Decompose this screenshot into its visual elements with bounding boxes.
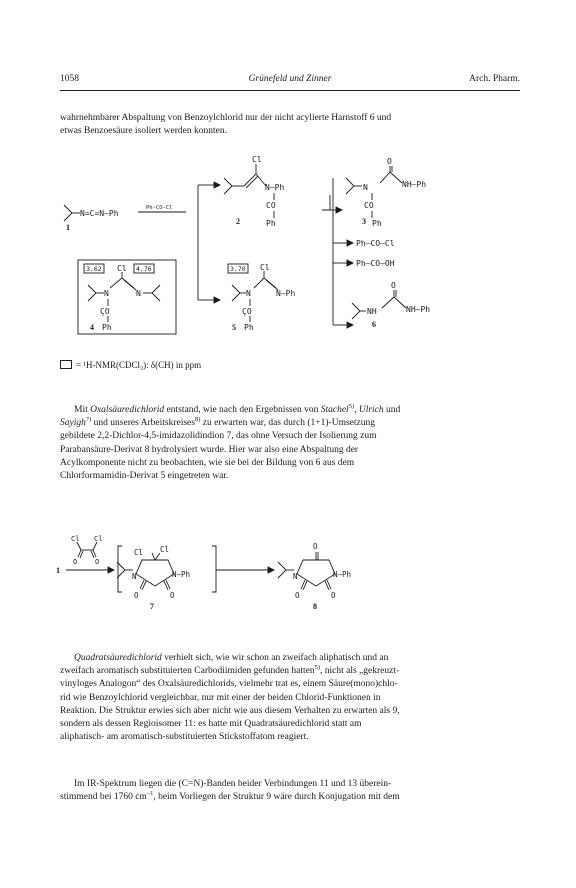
isopropyl-bond <box>224 178 232 194</box>
svg-text:O: O <box>387 157 392 166</box>
isopropyl-bond <box>64 205 72 221</box>
text-line: gebildete 2,2-Dichlor-4,5-imidazolidindion 7, das ohne Versuch der Isolierung zum <box>60 431 377 442</box>
svg-text:NH–Ph: NH–Ph <box>406 305 431 314</box>
compound-4-frame <box>78 260 176 334</box>
text-line: Acylkomponente nicht zu beobachten, wie sie bei der Bildung von 6 aus dem <box>60 457 355 468</box>
page-number: 1058 <box>60 74 79 84</box>
svg-text:Cl: Cl <box>252 155 262 164</box>
svg-text:CO: CO <box>364 201 374 210</box>
compound-1-formula: N=C=N–Ph <box>80 209 119 218</box>
text-line: Mit Oxalsäuredichlorid entstand, wie nach den Ergebnissen von Stachel$^{5)}$, Ulrich und <box>74 403 401 415</box>
svg-text:N–Ph: N–Ph <box>172 570 191 579</box>
journal-name: Arch. Pharm. <box>469 74 520 84</box>
svg-text:CO: CO <box>266 201 276 210</box>
running-authors: Grünefeld und Zinner <box>248 74 332 84</box>
text-line: Quadratsäuredichlorid verhielt sich, wie wir schon an zweifach aliphatisch und an <box>74 653 389 663</box>
compound-number: 2 <box>236 217 240 226</box>
svg-text:Cl: Cl <box>94 535 103 543</box>
svg-text:N: N <box>132 572 137 581</box>
legend-box-icon <box>60 360 72 369</box>
svg-text:Ph: Ph <box>244 323 254 332</box>
legend-text: ¹H-NMR(CDCl₃): δ(CH) in ppm <box>83 360 202 370</box>
isopropyl-bond <box>346 178 354 194</box>
svg-text:N–Ph: N–Ph <box>265 183 285 192</box>
svg-text:N: N <box>136 289 141 298</box>
svg-text:N–Ph: N–Ph <box>333 570 352 579</box>
text-line: sondern als dessen Regioisomer 11: es hatte mit Quadratsäuredichlorid statt am <box>60 719 362 730</box>
arrowhead <box>214 182 220 188</box>
nmr-shift-box <box>134 264 154 273</box>
text-line: Chlorformamidin-Derivat 5 eingetreten war. <box>60 471 229 482</box>
nmr-shift-box <box>228 264 248 273</box>
svg-text:N: N <box>246 289 251 298</box>
compound-number: 3 <box>362 217 366 226</box>
svg-text:Ph: Ph <box>372 219 382 228</box>
arrowhead <box>214 297 220 303</box>
text-line: rid wie Benzoylchlorid vergleichbar, nur mit einer der beiden Chlorid-Funktionen in <box>60 692 381 703</box>
nmr-shift: 3.62 <box>86 265 102 273</box>
compound-number: 4 <box>90 323 94 332</box>
svg-text:N–Ph: N–Ph <box>276 289 296 298</box>
svg-text:Cl: Cl <box>71 535 80 543</box>
nmr-shift: 3.70 <box>230 265 246 273</box>
text-line: Reaktion. Die Struktur erwies sich aber nicht wie aus diesem Verhalten zu erwarten als 9, <box>60 705 400 716</box>
text-line: stimmend bei 1760 $cm^{-1}$, beim Vorliegen der Struktur 9 wäre durch Konjugation mit dem <box>60 790 400 803</box>
compound-number: 7 <box>150 602 154 611</box>
compound-number: 5 <box>232 323 236 332</box>
text-line: Parabansäure-Derivat 8 hydrolysiert wurde. Hier war also eine Abspaltung der <box>60 444 359 455</box>
nmr-shift: 4.76 <box>136 265 152 273</box>
svg-text:Cl: Cl <box>160 545 170 554</box>
svg-text:O: O <box>95 558 100 566</box>
text-line: Sayigh$^{7)}$ und unseres Arbeitskreises$^{8)}$ zu erwarten war, das durch (1+1)-Umsetzung <box>60 416 375 429</box>
svg-text:O: O <box>391 281 396 290</box>
compound-number: 1 <box>56 566 60 575</box>
compound-number: 1 <box>66 223 70 232</box>
text-line: aliphatisch- am aromatisch-substituierten Stickstoffatom reagiert. <box>60 732 309 743</box>
paragraph-3 <box>60 652 520 744</box>
reagent-label: Ph-CO-Cl <box>146 205 173 211</box>
svg-text:O: O <box>295 591 300 600</box>
svg-text:Cl: Cl <box>260 263 270 272</box>
text-line: wahrnehmbarer Abspaltung von Benzoylchlorid nur der nicht acylierte Harnstoff 6 und <box>60 113 392 123</box>
svg-text:O: O <box>331 591 336 600</box>
paragraph-4 <box>60 778 520 804</box>
svg-text:ÇO: ÇO <box>242 307 252 316</box>
svg-text:O: O <box>73 558 78 566</box>
svg-text:Cl: Cl <box>134 548 144 557</box>
compound-number: 8 <box>313 602 317 611</box>
nmr-shift-box <box>84 264 104 273</box>
svg-text:Ph: Ph <box>266 219 276 228</box>
running-header <box>60 74 520 88</box>
svg-text:NH: NH <box>367 307 377 316</box>
paragraph-2 <box>60 404 520 483</box>
svg-text:N: N <box>104 289 109 298</box>
paragraph-1 <box>60 112 520 138</box>
text-line: zweifach aromatisch substituierten Carbodiimiden gefunden hatten$^{5)}$, nicht als „gekreuzt- <box>60 664 400 677</box>
svg-text:O: O <box>134 591 139 600</box>
svg-text:ÇO: ÇO <box>100 307 110 316</box>
arrowhead <box>336 207 342 213</box>
product-benzoyl-chloride: Ph–CO–Cl <box>356 239 395 248</box>
svg-text:O: O <box>170 591 175 600</box>
text-line: Im IR-Spektrum liegen die (C=N)-Banden beider Verbindungen 11 und 13 überein- <box>74 779 392 789</box>
svg-text:N: N <box>293 572 298 581</box>
text-line: etwas Benzoesäure isoliert werden konnten. <box>60 126 227 137</box>
svg-text:NH–Ph: NH–Ph <box>402 180 427 189</box>
compound-number: 6 <box>372 320 376 329</box>
header-rule <box>60 90 520 91</box>
nmr-legend: = ¹H-NMR(CDCl₃): δ(CH) in ppm <box>60 360 201 370</box>
product-benzoic-acid: Ph–CO–OH <box>356 259 395 268</box>
svg-text:Cl: Cl <box>117 264 127 273</box>
svg-text:Ph: Ph <box>102 323 112 332</box>
text-line: vinyloges Analogon“ des Oxalsäuredichlorids, vielmehr trat es, einem Säure(mono)chlo- <box>60 679 398 690</box>
svg-text:N: N <box>363 183 368 192</box>
svg-text:O: O <box>313 542 318 551</box>
